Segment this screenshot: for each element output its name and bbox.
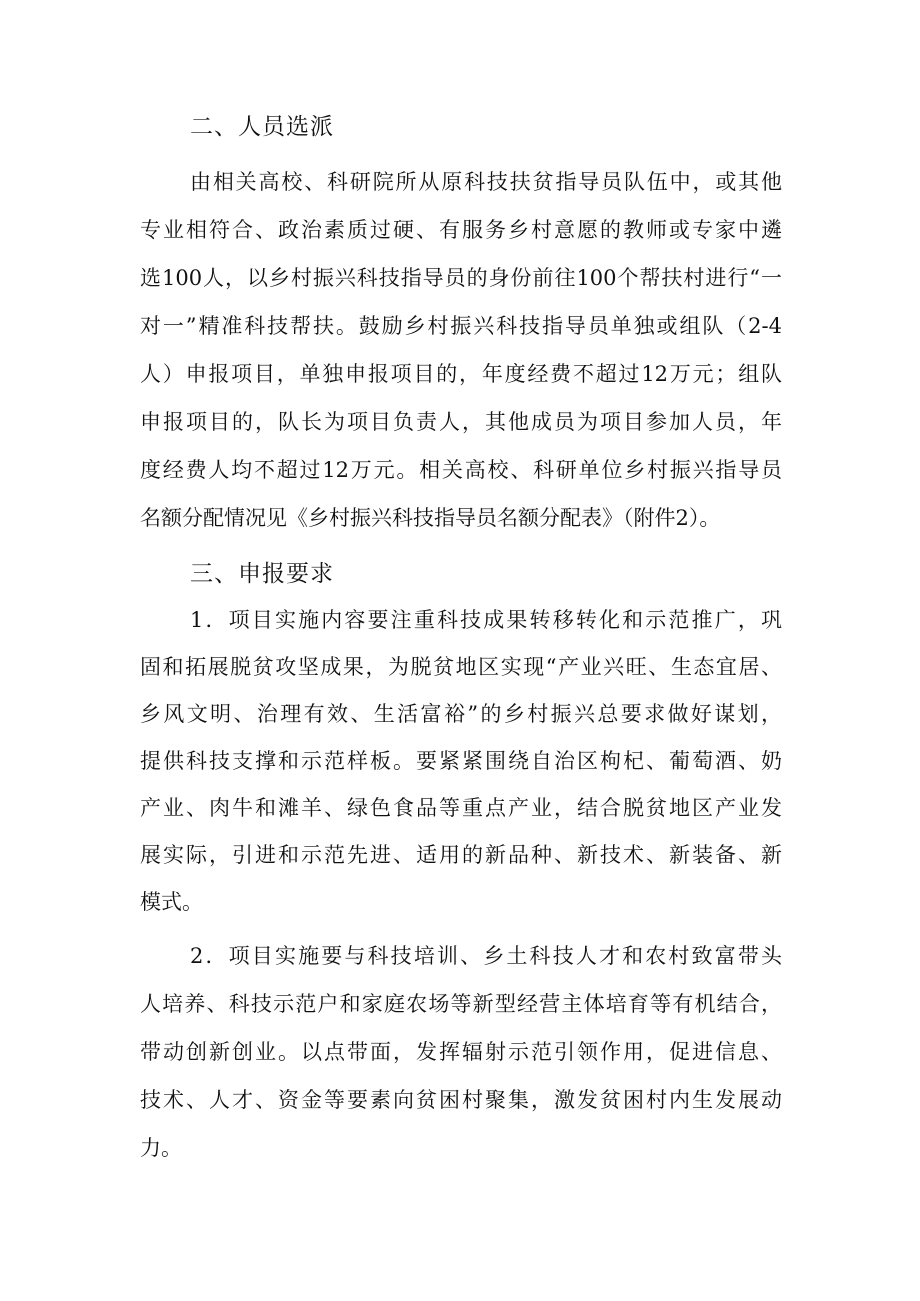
- paragraph-line: 带动创新创业。以点带面，发挥辐射示范引领作用，促进信息、: [140, 1040, 782, 1064]
- section-heading-personnel: 二、人员选派: [190, 114, 334, 140]
- paragraph-line: 人培养、科技示范户和家庭农场等新型经营主体培育等有机结合，: [140, 992, 782, 1016]
- paragraph-line: 度经费人均不超过12万元。相关高校、科研单位乡村振兴指导员: [140, 458, 782, 482]
- paragraph-line: 模式。: [140, 890, 203, 914]
- paragraph-line: 人）申报项目，单独申报项目的，年度经费不超过12万元；组队: [140, 362, 782, 386]
- paragraph-line: 产业、肉牛和滩羊、绿色食品等重点产业，结合脱贫地区产业发: [140, 796, 782, 820]
- section-heading-requirements: 三、申报要求: [190, 561, 334, 587]
- paragraph-line: 展实际，引进和示范先进、适用的新品种、新技术、新装备、新: [140, 843, 782, 867]
- paragraph-line: 技术、人才、资金等要素向贫困村聚集，激发贫困村内生发展动: [140, 1088, 782, 1112]
- paragraph-line: 选100人，以乡村振兴科技指导员的身份前往100个帮扶村进行“一: [140, 266, 782, 290]
- paragraph-line: 由相关高校、科研院所从原科技扶贫指导员队伍中，或其他: [190, 170, 782, 194]
- paragraph-line: 名额分配情况见《乡村振兴科技指导员名额分配表》（附件2）。: [140, 506, 721, 530]
- paragraph-line: 申报项目的，队长为项目负责人，其他成员为项目参加人员，年: [140, 410, 782, 434]
- paragraph-line: 力。: [140, 1136, 182, 1160]
- paragraph-line: 乡风文明、治理有效、生活富裕”的乡村振兴总要求做好谋划，: [140, 702, 782, 726]
- paragraph-line: 提供科技支撑和示范样板。要紧紧围绕自治区枸杞、葡萄酒、奶: [140, 749, 782, 773]
- paragraph-line: 1．项目实施内容要注重科技成果转移转化和示范推广，巩: [190, 608, 782, 632]
- paragraph-line: 对一”精准科技帮扶。鼓励乡村振兴科技指导员单独或组队（2-4: [140, 314, 782, 338]
- paragraph-line: 2．项目实施要与科技培训、乡土科技人才和农村致富带头: [190, 944, 782, 968]
- paragraph-line: 专业相符合、政治素质过硬、有服务乡村意愿的教师或专家中遴: [140, 218, 782, 242]
- paragraph-line: 固和拓展脱贫攻坚成果，为脱贫地区实现“产业兴旺、生态宜居、: [140, 655, 782, 679]
